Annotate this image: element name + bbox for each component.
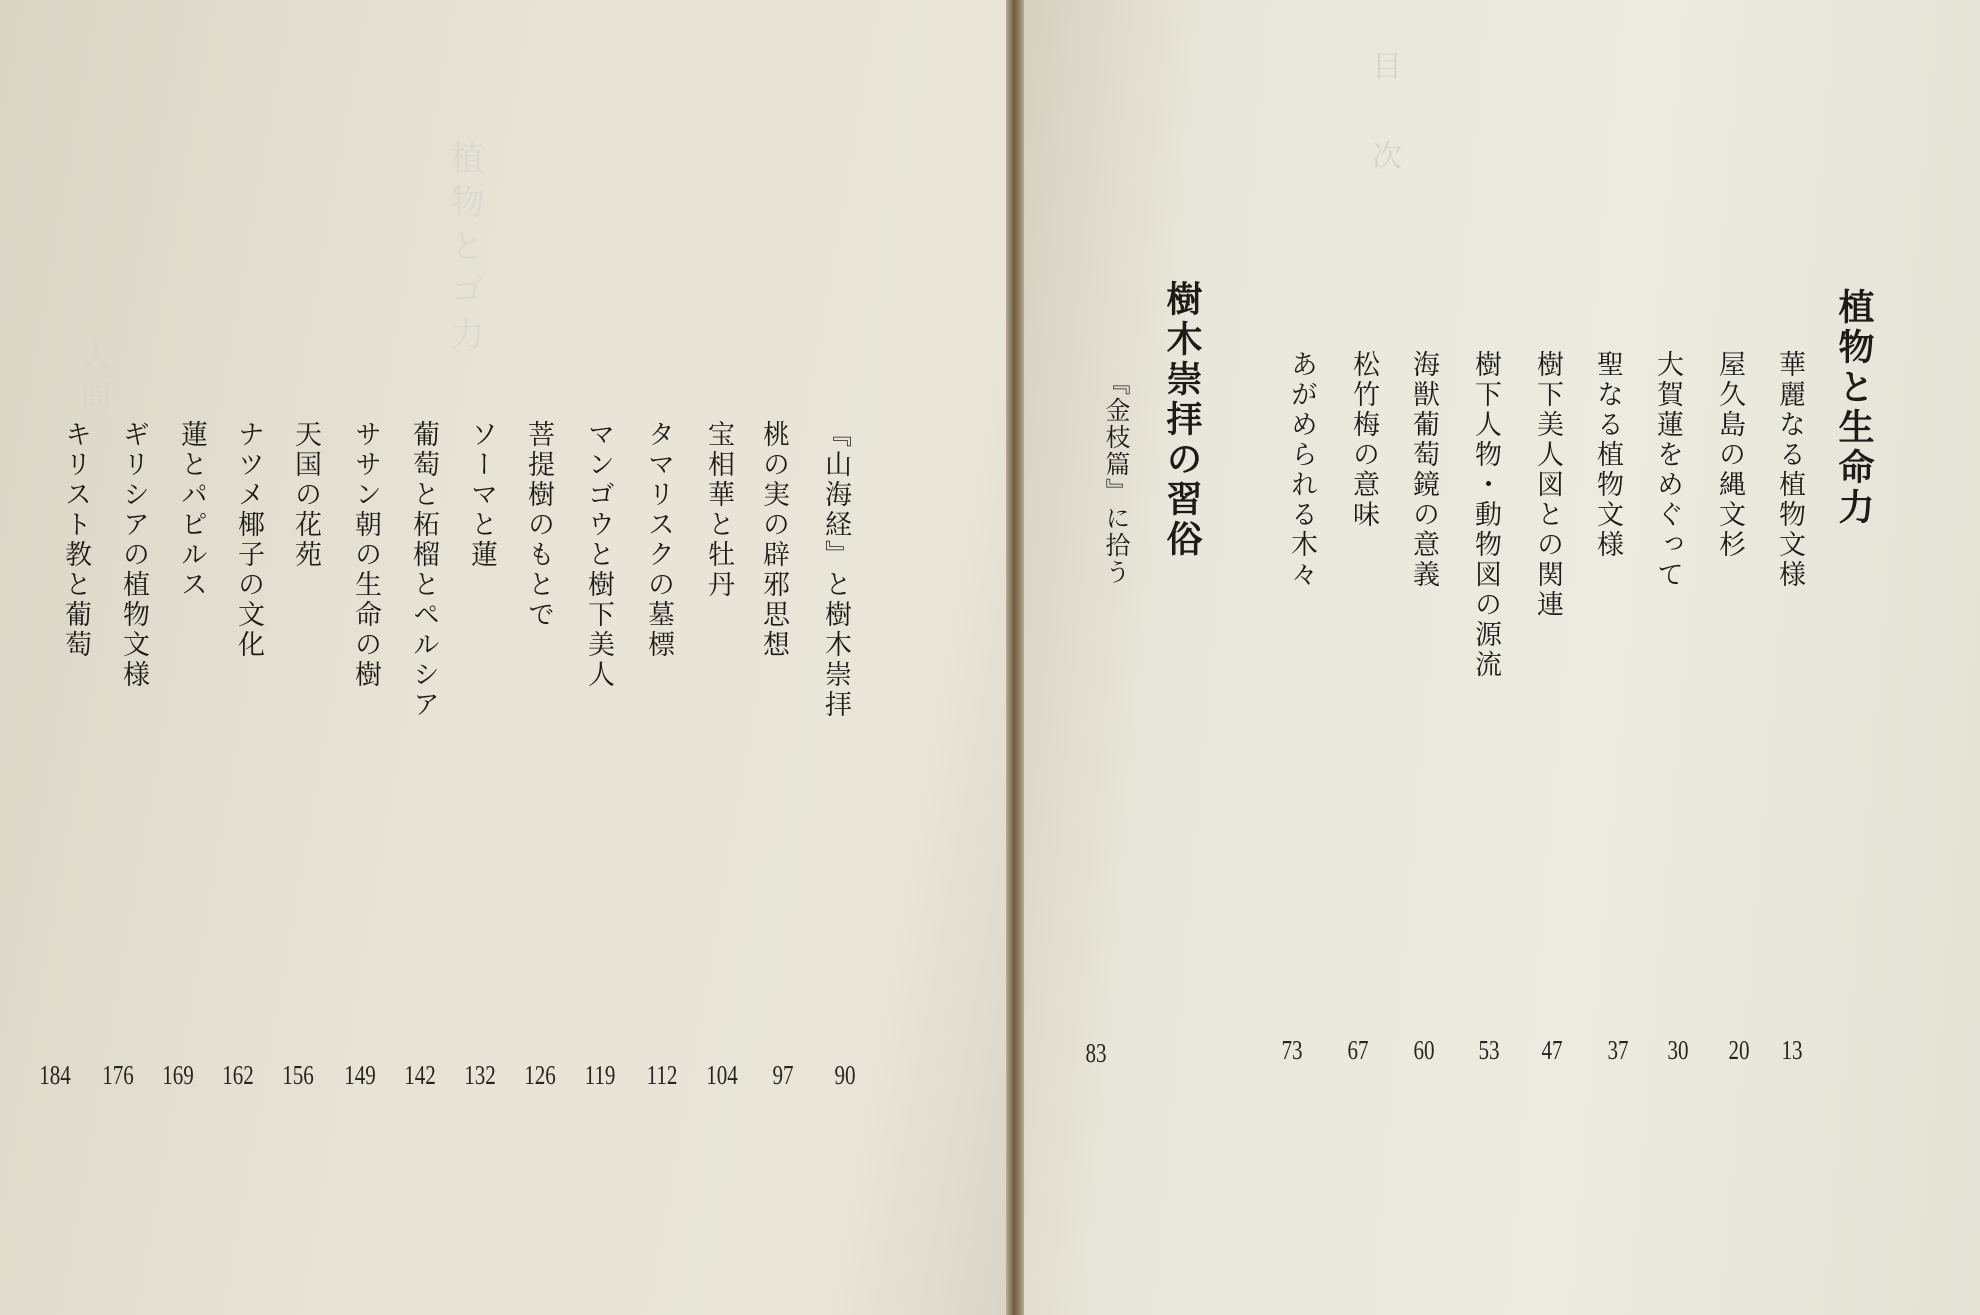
toc-entry-title: 華麗なる植物文様 — [1774, 350, 1805, 590]
toc-entry-title: 桃の実の辟邪思想 — [758, 420, 789, 660]
toc-entry-title: 『山海経』と樹木崇拝 — [820, 420, 851, 720]
toc-page-number: 169 — [162, 1060, 194, 1090]
toc-page-number: 142 — [404, 1060, 436, 1090]
toc-entry-title: ササン朝の生命の樹 — [350, 420, 381, 690]
toc-page-number: 37 — [1607, 1035, 1629, 1065]
toc-entry-title: 宝相華と牡丹 — [703, 420, 734, 600]
book-gutter — [1006, 0, 1026, 1315]
toc-page-number: 104 — [706, 1060, 738, 1090]
toc-entry-title: 大賀蓮をめぐって — [1652, 350, 1683, 590]
right-page — [1024, 0, 1980, 1315]
toc-entry-title: 天国の花苑 — [290, 420, 321, 570]
toc-entry-title: キリスト教と葡萄 — [60, 420, 91, 660]
toc-entry-title: 蓮とパピルス — [176, 420, 207, 600]
toc-entry-title: 聖なる植物文様 — [1592, 350, 1623, 560]
toc-entry-title: あがめられる木々 — [1286, 350, 1317, 590]
toc-page-number: 47 — [1541, 1035, 1563, 1065]
toc-entry-title: ソーマと蓮 — [466, 420, 497, 570]
toc-page-number: 149 — [344, 1060, 376, 1090]
toc-entry-title: 菩提樹のもとで — [523, 420, 554, 630]
show-through-text: 植物とゴ力 — [444, 140, 484, 360]
toc-page-number: 184 — [39, 1060, 71, 1090]
toc-page-number: 53 — [1478, 1035, 1500, 1065]
section-title: 植物と生命力 — [1833, 288, 1875, 528]
toc-page-number: 156 — [282, 1060, 314, 1090]
toc-page-number: 132 — [464, 1060, 496, 1090]
toc-entry-title: 樹下美人図との関連 — [1532, 350, 1563, 620]
toc-page-number: 90 — [834, 1060, 856, 1090]
toc-page-number: 119 — [584, 1060, 616, 1090]
toc-entry-title: 松竹梅の意味 — [1348, 350, 1379, 530]
toc-page-number: 176 — [102, 1060, 134, 1090]
toc-page-number: 67 — [1347, 1035, 1369, 1065]
toc-page-number: 97 — [772, 1060, 794, 1090]
toc-page-number: 83 — [1085, 1038, 1107, 1068]
toc-page-number: 73 — [1281, 1035, 1303, 1065]
toc-entry-title: 屋久島の縄文杉 — [1714, 350, 1745, 560]
section-title: 樹木崇拝の習俗 — [1161, 280, 1203, 560]
show-through-text: 人間 — [75, 340, 110, 420]
toc-entry-title: 葡萄と柘榴とペルシア — [408, 420, 439, 720]
toc-entry-title: 海獣葡萄鏡の意義 — [1408, 350, 1439, 590]
toc-entry-title: ギリシアの植物文様 — [118, 420, 149, 690]
toc-entry-title: 樹下人物・動物図の源流 — [1470, 350, 1501, 680]
toc-entry-title: 『金枝篇』に拾う — [1102, 370, 1131, 586]
toc-page-number: 162 — [222, 1060, 254, 1090]
toc-entry-title: タマリスクの墓標 — [643, 420, 674, 660]
toc-heading: 目次 — [1366, 50, 1401, 230]
toc-page-number: 60 — [1413, 1035, 1435, 1065]
toc-entry-title: マンゴウと樹下美人 — [583, 420, 614, 690]
toc-page-number: 20 — [1728, 1035, 1750, 1065]
toc-page-number: 13 — [1781, 1035, 1803, 1065]
toc-page-number: 126 — [524, 1060, 556, 1090]
toc-entry-title: ナツメ椰子の文化 — [233, 420, 264, 660]
toc-page-number: 112 — [646, 1060, 678, 1090]
toc-page-number: 30 — [1667, 1035, 1689, 1065]
